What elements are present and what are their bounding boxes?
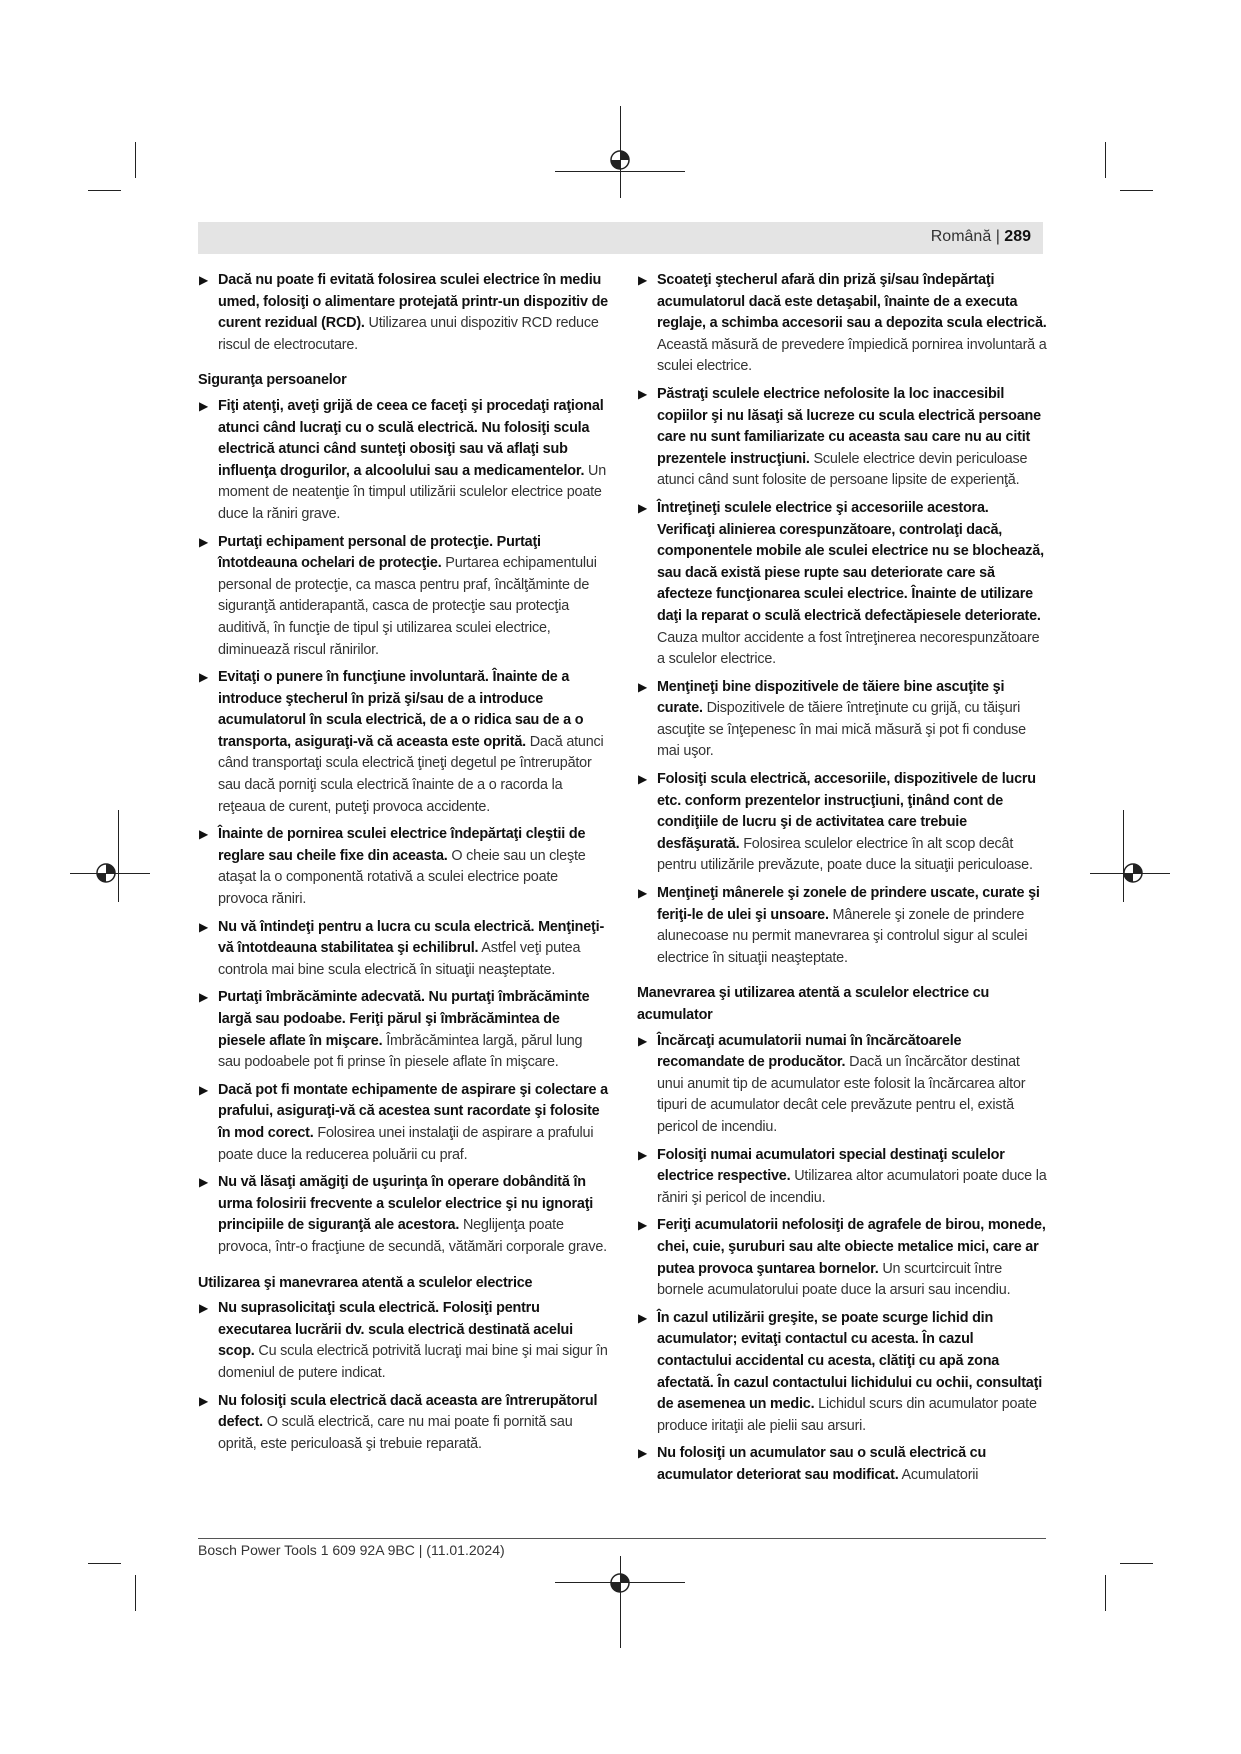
section-heading: Manevrarea şi utilizarea atentă a sculelor electrice cu acumulator bbox=[637, 985, 990, 1023]
instruction-explanation-text: Neglijenţa poate provoca, într-o fracţiune de secundă, vătămări corporale grave. bbox=[218, 1217, 607, 1255]
bullet-triangle-icon: ▶ bbox=[199, 1175, 209, 1190]
bullet-triangle-icon: ▶ bbox=[199, 1082, 209, 1097]
safety-instruction-item bbox=[637, 1308, 1047, 1438]
crop-mark bbox=[135, 1575, 136, 1611]
crop-mark bbox=[1105, 1575, 1106, 1611]
instruction-bold-text: Nu suprasolicitaţi scula electrică. Folosiţi pentru executarea lucrării dv. scula electrică destinată acelui scop. bbox=[218, 1300, 573, 1360]
safety-instruction-item bbox=[637, 1145, 1047, 1210]
instruction-explanation-text: Îmbrăcămintea largă, părul lung sau podoabele pot fi prinse în piesele aflate în mişcare. bbox=[218, 1032, 583, 1071]
instruction-bold-text: Purtaţi îmbrăcăminte adecvată. Nu purtaţi îmbrăcăminte largă sau podoabe. Feriţi părul şi îmbrăcămintea de piesele aflate în mişcare. bbox=[218, 989, 590, 1049]
safety-instruction-item bbox=[637, 384, 1047, 492]
crop-mark bbox=[1120, 190, 1153, 191]
safety-instruction-item bbox=[637, 1443, 1047, 1486]
instruction-bold-text: Nu vă întindeţi pentru a lucra cu scula electrică. Menţineţi-vă întotdeauna stabilitatea şi echilibrul. bbox=[218, 918, 605, 957]
bullet-triangle-icon: ▶ bbox=[638, 679, 648, 694]
bullet-triangle-icon: ▶ bbox=[199, 273, 209, 287]
instruction-explanation-text: Dacă atunci când transportaţi scula electrică ţineţi degetul pe întrerupător sau dacă porniţi scula electrică înainte de a o racorda la reţeaua de curent, puteţi provoca accidente. bbox=[218, 733, 604, 815]
instruction-bold-text: Nu vă lăsaţi amăgiţi de uşurinţa în operare dobândită în urma folosirii frecvente a sculelor electrice şi nu ignoraţi principiile de siguranţă ale acestora. bbox=[218, 1174, 594, 1234]
bullet-triangle-icon: ▶ bbox=[638, 273, 648, 287]
registration-target-icon bbox=[609, 149, 631, 171]
bullet-triangle-icon: ▶ bbox=[638, 1446, 648, 1461]
header-language: Română bbox=[930, 228, 992, 245]
instruction-explanation-text: Folosirea unei instalaţii de aspirare a prafului poate duce la reducerea poluării cu praf. bbox=[218, 1124, 594, 1163]
safety-instruction-item bbox=[637, 1031, 1047, 1139]
bullet-triangle-icon: ▶ bbox=[638, 772, 648, 787]
page-header bbox=[198, 222, 1043, 254]
section-heading: Utilizarea şi manevrarea atentă a sculelor electrice bbox=[198, 1274, 533, 1291]
registration-line bbox=[555, 171, 685, 172]
right-column bbox=[637, 270, 1047, 1492]
instruction-bold-text: Nu folosiţi scula electrică dacă aceasta are întrerupătorul defect. bbox=[218, 1392, 598, 1431]
instruction-bold-text: Dacă nu poate fi evitată folosirea sculei electrice în mediu umed, folosiţi o alimentare protejată printr-un dispozitiv de curent rezidual (RCD). bbox=[218, 272, 608, 332]
bullet-triangle-icon: ▶ bbox=[638, 500, 648, 515]
safety-instruction-item bbox=[198, 1298, 608, 1384]
crop-mark bbox=[135, 142, 136, 178]
bullet-triangle-icon: ▶ bbox=[199, 827, 209, 842]
safety-instruction-item bbox=[637, 1215, 1047, 1301]
instruction-bold-text: Încărcaţi acumulatorii numai în încărcătoarele recomandate de producător. bbox=[657, 1032, 962, 1071]
instruction-explanation-text: Acumulatorii bbox=[898, 1466, 979, 1483]
safety-instruction-item bbox=[198, 917, 608, 982]
footer-divider bbox=[198, 1538, 1046, 1539]
instruction-explanation-text: Dispozitivele de tăiere întreţinute cu grijă, cu tăişuri ascuţite se înţepenesc în mai mică măsură şi pot fi conduse mai uşor. bbox=[657, 700, 1026, 760]
registration-target-icon bbox=[95, 862, 117, 884]
crop-mark bbox=[1105, 142, 1106, 178]
instruction-explanation-text: Dacă un încărcător destinat unui anumit tip de acumulator este folosit la încărcarea altor tipuri de acumulator decât cele prevăzute pentru el, există pericol de incendiu. bbox=[657, 1054, 1026, 1135]
instruction-explanation-text: Cu scula electrică potrivită lucraţi mai bine şi mai sigur în domeniul de putere indicat. bbox=[218, 1343, 608, 1381]
safety-instruction-item bbox=[198, 396, 608, 526]
registration-line bbox=[620, 1556, 621, 1648]
instruction-explanation-text: Această măsură de prevedere împiedică pornirea involuntară a sculei electrice. bbox=[657, 336, 1047, 375]
instruction-bold-text: Înainte de pornirea sculei electrice îndepărtaţi cleştii de reglare sau cheile fixe din aceasta. bbox=[218, 826, 586, 864]
instruction-explanation-text: Utilizarea altor acumulatori poate duce la răniri şi pericol de incendiu. bbox=[657, 1168, 1047, 1206]
bullet-triangle-icon: ▶ bbox=[638, 1218, 648, 1233]
safety-instruction-item bbox=[198, 1080, 608, 1166]
bullet-triangle-icon: ▶ bbox=[638, 1033, 648, 1048]
safety-instruction-item bbox=[198, 824, 608, 910]
safety-instruction-item bbox=[637, 677, 1047, 763]
bullet-triangle-icon: ▶ bbox=[638, 1310, 648, 1325]
instruction-bold-text: Păstraţi sculele electrice nefolosite la loc inaccesibil copiilor şi nu lăsaţi să lucreze cu scula electrică persoane care nu sunt familiarizate cu aceasta sau care nu au citit prezentele instrucţiuni. bbox=[657, 385, 1041, 467]
crop-mark bbox=[88, 1563, 121, 1564]
safety-instruction-item bbox=[637, 883, 1047, 969]
instruction-bold-text: Nu folosiţi un acumulator sau o sculă electrică cu acumulator deteriorat sau modificat. bbox=[657, 1445, 987, 1483]
bullet-triangle-icon: ▶ bbox=[638, 1147, 648, 1162]
left-column bbox=[198, 270, 608, 1461]
registration-target-icon bbox=[609, 1572, 631, 1594]
instruction-explanation-text: Lichidul scurs din acumulator poate produce iritaţii ale pielii sau arsuri. bbox=[657, 1396, 1037, 1434]
safety-instruction-item bbox=[637, 270, 1047, 378]
header-separator: | bbox=[995, 228, 1000, 245]
section-heading: Siguranţa persoanelor bbox=[198, 372, 347, 389]
page-footer: Bosch Power Tools 1 609 92A 9BC | (11.01.2024) bbox=[198, 1542, 505, 1558]
bullet-triangle-icon: ▶ bbox=[199, 990, 209, 1005]
instruction-bold-text: Dacă pot fi montate echipamente de aspirare şi colectare a prafului, asiguraţi-vă că acestea sunt racordate şi folosite în mod corect. bbox=[218, 1081, 608, 1141]
instruction-bold-text: Folosiţi numai acumulatori special destinaţi sculelor electrice respective. bbox=[657, 1146, 1005, 1185]
bullet-triangle-icon: ▶ bbox=[199, 398, 209, 413]
instruction-explanation-text: O sculă electrică, care nu mai poate fi pornită sau oprită, este periculoasă şi trebuie reparată. bbox=[218, 1414, 573, 1452]
instruction-explanation-text: Purtarea echipamentului personal de protecţie, ca masca pentru praf, încălţăminte de siguranţă antiderapantă, casca de protecţie sau protecţia auditivă, în funcţie de tipul şi utilizarea sculei electrice, diminuează riscul rănirilor. bbox=[218, 555, 597, 658]
bullet-triangle-icon: ▶ bbox=[199, 919, 209, 934]
crop-mark bbox=[1120, 1563, 1153, 1564]
bullet-triangle-icon: ▶ bbox=[199, 534, 209, 549]
registration-target-icon bbox=[1122, 862, 1144, 884]
instruction-explanation-text: Cauza multor accidente a fost întreţinerea necorespunzătoare a sculelor electrice. bbox=[657, 629, 1040, 668]
safety-instruction-item bbox=[198, 667, 608, 818]
safety-instruction-item bbox=[198, 1391, 608, 1456]
instruction-explanation-text: Sculele electrice devin periculoase atunci când sunt folosite de persoane lipsite de experienţă. bbox=[657, 450, 1028, 489]
instruction-explanation-text: Folosirea sculelor electrice în alt scop decât pentru utilizările prevăzute, poate duce la situaţii periculoase. bbox=[657, 835, 1033, 874]
instruction-explanation-text: Un moment de neatenţie în timpul utilizării sculelor electrice poate duce la răniri grave. bbox=[218, 462, 607, 522]
instruction-explanation-text: O cheie sau un cleşte ataşat la o componentă rotativă a sculei electrice poate provoca răniri. bbox=[218, 847, 586, 908]
instruction-bold-text: În cazul utilizării greşite, se poate scurge lichid din acumulator; evitaţi contactul cu acesta. În cazul contactului accidental cu acesta, clătiţi cu apă zona afectată. În cazul contactului lichidului cu ochii, consultaţi de asemenea un medic. bbox=[657, 1309, 1043, 1413]
safety-instruction-item bbox=[637, 769, 1047, 877]
bullet-triangle-icon: ▶ bbox=[199, 1393, 209, 1408]
instruction-explanation-text: Mânerele şi zonele de prindere alunecoase nu permit manevrarea şi controlul sigur al sculei electrice în situaţii neaşteptate. bbox=[657, 906, 1028, 966]
page-number: 289 bbox=[1004, 228, 1031, 245]
safety-instruction-item bbox=[637, 498, 1047, 671]
bullet-triangle-icon: ▶ bbox=[638, 886, 648, 901]
safety-instruction-item bbox=[198, 532, 608, 662]
header-text bbox=[931, 228, 1031, 246]
safety-instruction-item bbox=[198, 270, 608, 356]
registration-line bbox=[1123, 810, 1124, 902]
instruction-explanation-text: Un scurtcircuit între bornele acumulatorului poate duce la arsuri sau incendiu. bbox=[657, 1260, 1011, 1299]
bullet-triangle-icon: ▶ bbox=[199, 670, 209, 685]
safety-instruction-item bbox=[198, 1172, 608, 1258]
instruction-explanation-text: Astfel veţi putea controla mai bine scula electrică în situaţii neaşteptate. bbox=[218, 940, 581, 978]
instruction-explanation-text: Utilizarea unui dispozitiv RCD reduce riscul de electrocutare. bbox=[218, 315, 599, 353]
registration-line bbox=[118, 810, 119, 902]
instruction-bold-text: Purtaţi echipament personal de protecţie. Purtaţi întotdeauna ochelari de protecţie. bbox=[218, 533, 541, 572]
bullet-triangle-icon: ▶ bbox=[199, 1301, 209, 1316]
instruction-bold-text: Feriţi acumulatorii nefolosiţi de agrafele de birou, monede, chei, cuie, şuruburi sau alte obiecte metalice mici, care ar putea provoca şuntarea bornelor. bbox=[657, 1217, 1046, 1277]
instruction-bold-text: Folosiţi scula electrică, accesoriile, dispozitivele de lucru etc. conform prezentelor instrucţiuni, ţinând cont de condiţiile de lucru şi de activitatea care trebuie desfăşurată. bbox=[657, 771, 1036, 852]
bullet-triangle-icon: ▶ bbox=[638, 386, 648, 401]
instruction-bold-text: Menţineţi mânerele şi zonele de prindere uscate, curate şi feriţi-le de ulei şi unsoare. bbox=[657, 885, 1040, 923]
safety-instruction-item bbox=[198, 987, 608, 1073]
instruction-bold-text: Scoateţi ştecherul afară din priză şi/sau îndepărtaţi acumulatorul dacă este detaşabil, înainte de a executa reglaje, a schimba accesorii sau a depozita scula electrică. bbox=[657, 272, 1047, 332]
instruction-bold-text: Menţineţi bine dispozitivele de tăiere bine ascuţite şi curate. bbox=[657, 678, 1005, 717]
instruction-bold-text: Întreţineţi sculele electrice şi accesoriile acestora. Verificaţi alinierea corespunzătoare, controlaţi dacă, componentele mobile ale sculei electrice nu se blochează, sau dacă există piese rupte sau deteriorate care să afecteze funcţionarea sculei electrice. Înainte de utilizare daţi la reparat o sculă electrică defectăpiesele deteriorate. bbox=[657, 499, 1044, 624]
crop-mark bbox=[88, 190, 121, 191]
instruction-bold-text: Fiţi atenţi, aveţi grijă de ceea ce faceţi şi procedaţi raţional atunci când lucraţi cu o sculă electrică. Nu folosiţi scula electrică atunci când sunteţi obosiţi sau vă aflaţi sub influenţa drogurilor, a alcoolului sau a medicamentelor. bbox=[218, 397, 604, 479]
instruction-bold-text: Evitaţi o punere în funcţiune involuntară. Înainte de a introduce ştecherul în priză şi/sau de a introduce acumulatorul în scula electrică, de a o ridica sau de a o transporta, asiguraţi-vă că aceasta este oprită. bbox=[218, 669, 584, 750]
